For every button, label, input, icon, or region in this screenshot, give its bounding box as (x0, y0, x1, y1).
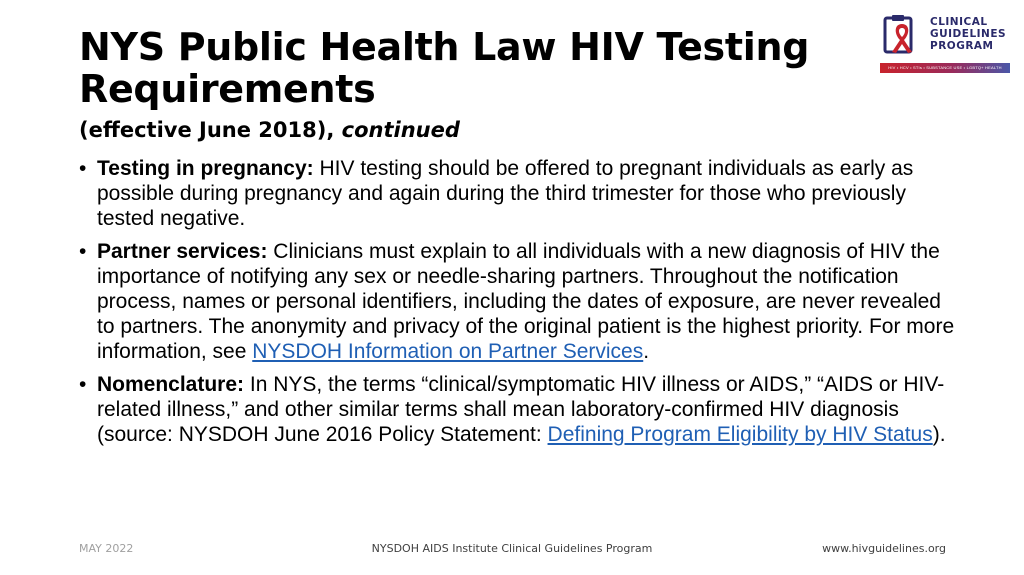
footer-url: www.hivguidelines.org (822, 542, 946, 555)
logo-wordmark (930, 16, 1006, 52)
subtitle-continued: continued (341, 118, 460, 142)
logo-line-2: GUIDELINES (930, 28, 1007, 40)
bullet-heading: Partner services: (97, 240, 268, 263)
bullet-text-after: . (643, 340, 650, 363)
bullet-list (79, 156, 959, 455)
subtitle-main: (effective June 2018), (79, 118, 342, 142)
logo-line-1: CLINICAL (930, 16, 988, 28)
bullet-text: In NYS, the terms “clinical/symptomatic HIV illness or AIDS,” “AIDS or HIV-related illness,” and other similar terms shall mean laboratory-confirmed HIV diagnosis (source: NYSDOH June 2016 Policy Statement: (97, 373, 945, 446)
bullet-nomenclature (79, 372, 959, 447)
bullet-dot: • (79, 157, 87, 180)
bullet-dot: • (79, 373, 87, 396)
bullet-heading: Nomenclature: (97, 373, 245, 396)
clinical-guidelines-logo (880, 14, 1010, 76)
slide-subtitle (79, 117, 460, 143)
program-eligibility-link[interactable]: Defining Program Eligibility by HIV Status (547, 423, 933, 446)
ribbon-logo-icon (880, 14, 924, 58)
logo-tagline: HIV • HCV • STIs • SUBSTANCE USE • LGBTQ+ HEALTH (880, 63, 1010, 73)
bullet-partner-services (79, 239, 959, 364)
footer-date: MAY 2022 (79, 542, 134, 555)
bullet-heading: Testing in pregnancy: (97, 157, 314, 180)
bullet-text: Clinicians must explain to all individuals with a new diagnosis of HIV the importance of notifying any sex or needle-sharing partners. Throughout the notification process, names or personal identifiers, including the dates of exposure, are never revealed to partners. The anonymity and privacy of the original patient is the highest priority. For more information, see (97, 240, 955, 363)
logo-line-3: PROGRAM (930, 40, 994, 52)
bullet-testing-pregnancy (79, 156, 959, 231)
partner-services-link[interactable]: NYSDOH Information on Partner Services (252, 340, 644, 363)
slide-title: NYS Public Health Law HIV Testing Requirements (79, 25, 810, 111)
bullet-text: HIV testing should be offered to pregnant individuals as early as possible during pregnancy and again during the third trimester for those who previously tested negative. (97, 157, 914, 230)
bullet-text-after: ). (932, 423, 946, 446)
footer-program-name: NYSDOH AIDS Institute Clinical Guidelines Program (371, 542, 653, 555)
bullet-dot: • (79, 240, 87, 263)
